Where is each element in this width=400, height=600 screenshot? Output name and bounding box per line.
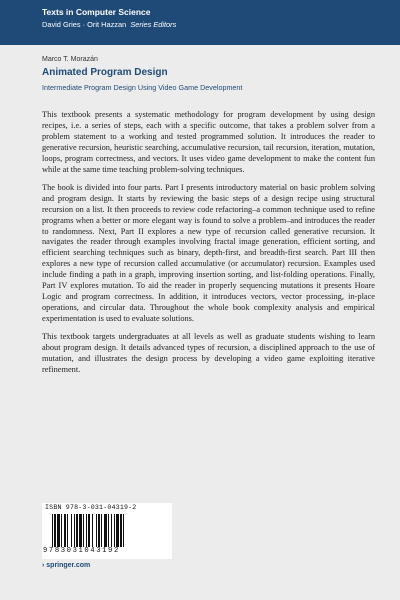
barcode-box (42, 503, 172, 559)
isbn-label: ISBN 978-3-031-04319-2 (45, 504, 137, 511)
barcode-bar (83, 514, 84, 547)
series-header-band (0, 0, 400, 45)
barcode-bar (86, 514, 87, 547)
barcode-bars (52, 514, 162, 547)
barcode-bar (116, 514, 119, 547)
barcode-bar (92, 514, 93, 547)
barcode-bar (54, 514, 56, 547)
editors-role: Series Editors (130, 20, 177, 29)
barcode-bar (74, 514, 75, 547)
barcode-bar (123, 514, 124, 547)
barcode-bar (101, 514, 102, 547)
blurb-text (42, 110, 375, 383)
barcode-bar (120, 514, 122, 547)
barcode-bar (71, 514, 72, 547)
barcode-bar (79, 514, 82, 547)
barcode-bar (104, 514, 107, 547)
blurb-paragraph-1: This textbook presents a systematic methodology for program development by using design recipes, i.e. a series of steps, each with a specific outcome, that takes a problem solver from a problem statement to a working and tested programmed solution. It introduces the reader to generative recursion, heuristic searching, accumulative recursion, tail recursion, iteration, mutation, loops, program correctness, and vectors. It uses video game development to make the content fun while at the same time teaching problem-solving techniques. (42, 110, 375, 174)
blurb-paragraph-3: This textbook targets undergraduates at all levels as well as graduate students wishing to learn about program design. It details advanced types of recursion, a disciplined approach to the use of mutation, and illustrates the design process by developing a video game exploiting iterative refinement. (42, 332, 375, 374)
barcode-bar (111, 514, 112, 547)
barcode-bar (52, 514, 53, 547)
barcode-bar (96, 514, 97, 547)
editors-names: David Gries · Orit Hazzan (42, 20, 127, 29)
barcode-bar (98, 514, 100, 547)
barcode-bar (114, 514, 115, 547)
book-subtitle: Intermediate Program Design Using Video Game Development (42, 83, 243, 92)
blurb-paragraph-2: The book is divided into four parts. Part I presents introductory material on basic problem solving and program design. It starts by reviewing the basic steps of a design recipe using structural recursion on a list. It then proceeds to review code refactoring–a common technique used to refine programs when a better or more elegant way is found to solve a problem–and introduces the reader to randomness. Next, Part II explores a new type of recursion called generative recursion. It navigates the reader through examples involving fractal image generation, efficient sorting, and efficient searching techniques such as binary, depth-first, and breadth-first search. Part III then explores a new type of recursion called accumulative (or accumulator) recursion. Examples used include finding a path in a graph, improving insertion sorting, and list-folding operations. Finally, Part IV explores mutation. To aid the reader in properly sequencing mutations it presents Hoare Logic and program correctness. In addition, it introduces vectors, vector processing, in-place operations, and circular data. Throughout the whole book complexity analysis and empirical experimentation is used to evaluate solutions. (42, 182, 375, 324)
barcode-bar (88, 514, 90, 547)
barcode-bar (64, 514, 66, 547)
series-editors (42, 20, 176, 29)
book-title: Animated Program Design (42, 67, 168, 78)
barcode-number: 9783031043192 (43, 547, 120, 555)
author-name: Marco T. Morazán (42, 56, 98, 63)
barcode-bar (61, 514, 62, 547)
springer-link[interactable]: › springer.com (42, 562, 91, 569)
barcode-bar (108, 514, 109, 547)
series-title: Texts in Computer Science (42, 7, 151, 17)
barcode-bar (67, 514, 68, 547)
barcode-bar (57, 514, 60, 547)
barcode-bar (76, 514, 78, 547)
